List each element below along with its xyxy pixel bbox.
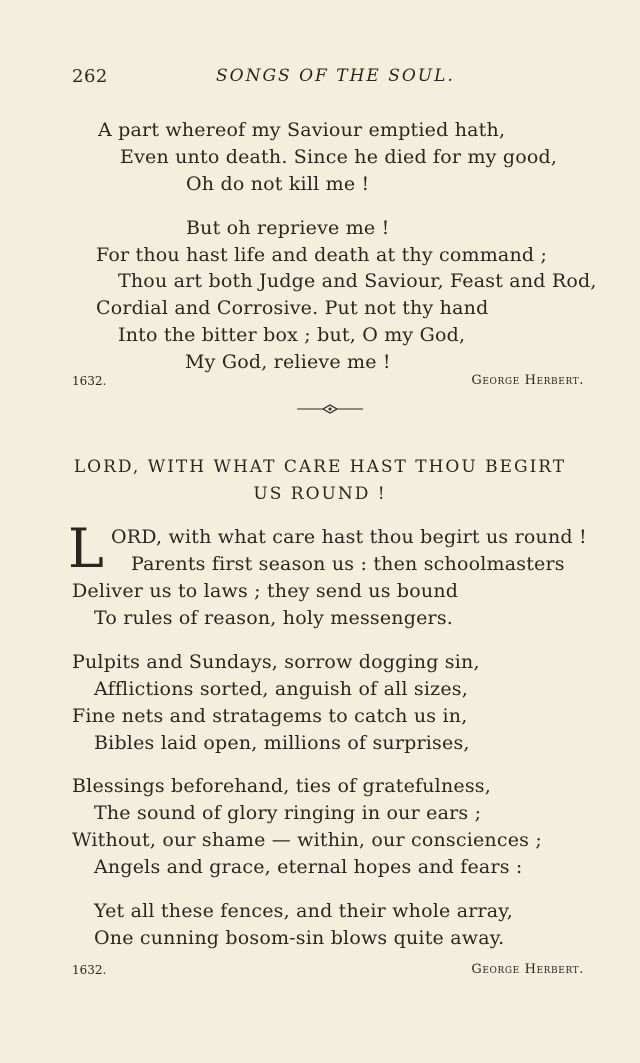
poem1-line: Into the bitter box ; but, O my God, — [118, 324, 466, 346]
poem1-author: George Herbert. — [471, 373, 584, 388]
poem2-line: Deliver us to laws ; they send us bound — [72, 580, 459, 602]
poem1-line: A part whereof my Saviour emptied hath, — [98, 119, 506, 141]
poem2-line: Afflictions sorted, anguish of all sizes, — [94, 678, 468, 700]
page-number: 262 — [72, 66, 108, 87]
poem-title: LORD, WITH WHAT CARE HAST THOU BEGIRT — [73, 457, 567, 477]
poem2-line: Pulpits and Sundays, sorrow dogging sin, — [72, 651, 480, 673]
poem2-line: Without, our shame — within, our consciences ; — [72, 829, 542, 851]
poem2-line: Fine nets and stratagems to catch us in, — [72, 705, 468, 727]
drop-cap: L — [68, 517, 104, 580]
poem-title-cont: US ROUND ! — [253, 484, 387, 504]
poem1-date: 1632. — [72, 374, 107, 388]
poem2-line: One cunning bosom-sin blows quite away. — [94, 927, 505, 949]
poem2-line: Blessings beforehand, ties of gratefulness, — [72, 775, 491, 797]
poem1-line: Even unto death. Since he died for my good, — [120, 146, 558, 168]
poem1-line: For thou hast life and death at thy command ; — [96, 244, 548, 266]
poem2-line: The sound of glory ringing in our ears ; — [94, 802, 482, 824]
poem2-line: To rules of reason, holy messengers. — [94, 607, 454, 629]
poem2-author: George Herbert. — [471, 962, 584, 977]
ornament-divider — [295, 403, 365, 415]
poem1-line: Cordial and Corrosive. Put not thy hand — [96, 297, 489, 319]
poem1-line: But oh reprieve me ! — [186, 217, 390, 239]
poem2-line: Yet all these fences, and their whole array, — [94, 900, 513, 922]
poem1-line: Oh do not kill me ! — [186, 173, 370, 195]
poem2-line: Parents first season us : then schoolmasters — [131, 553, 565, 575]
poem2-date: 1632. — [72, 963, 107, 977]
poem2-line: Angels and grace, eternal hopes and fears : — [94, 856, 523, 878]
poem2-line: Bibles laid open, millions of surprises, — [94, 732, 470, 754]
poem1-line: My God, relieve me ! — [185, 351, 391, 373]
running-title: SONGS OF THE SOUL. — [216, 66, 455, 86]
poem2-line: ORD, with what care hast thou begirt us round ! — [111, 526, 587, 548]
poem1-line: Thou art both Judge and Saviour, Feast and Rod, — [118, 270, 597, 292]
